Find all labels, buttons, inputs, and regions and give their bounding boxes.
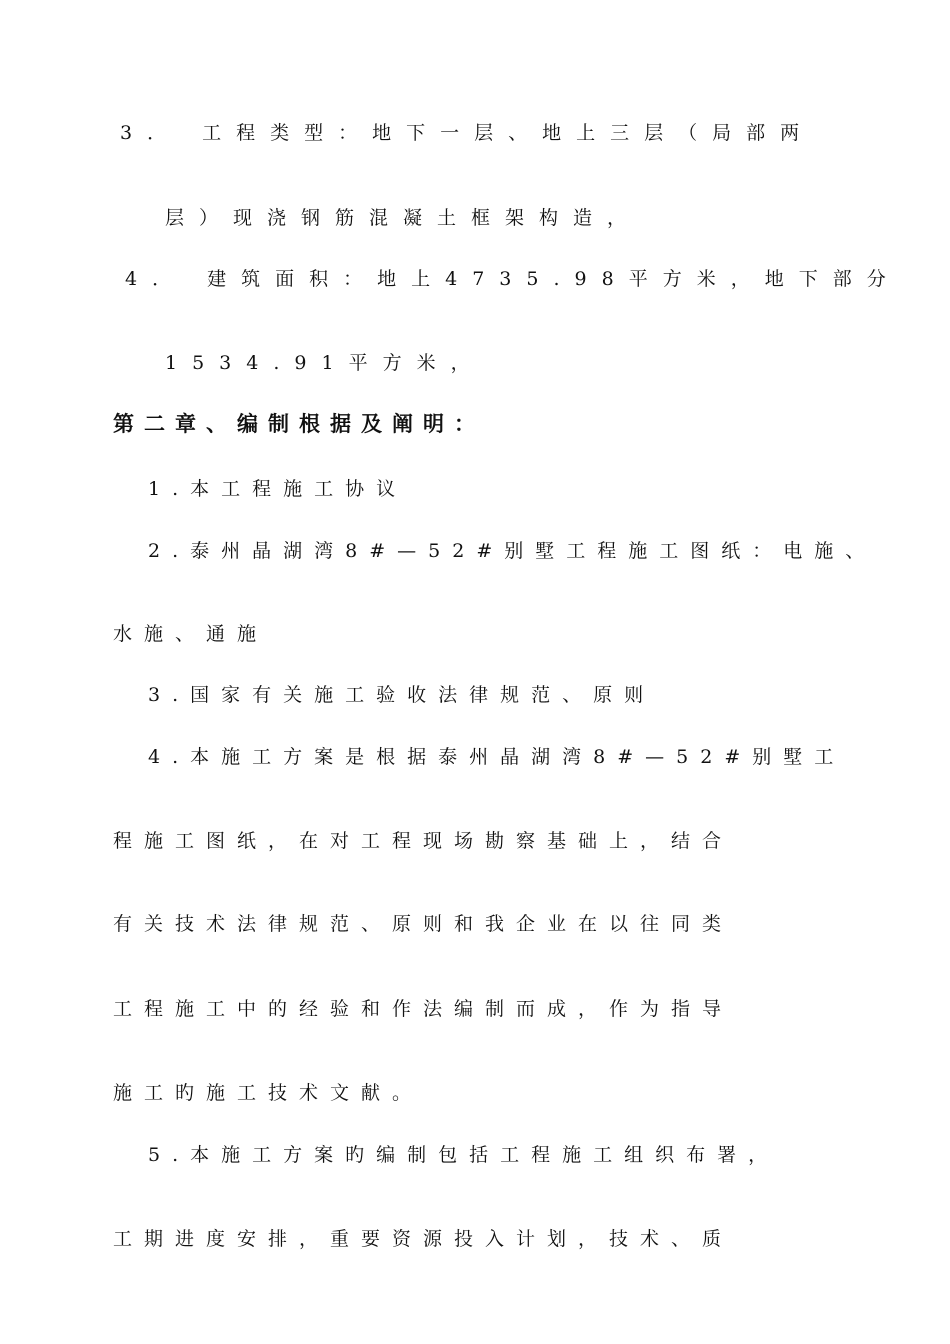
basis-item-4-line-4: 工程施工中的经验和作法编制而成，作为指导: [113, 998, 734, 1020]
basis-item-4: 4.本施工方案是根据泰州晶湖湾8#—52#别墅工: [148, 746, 846, 768]
basis-item-4-line-2: 程施工图纸，在对工程现场勘察基础上，结合: [113, 830, 734, 852]
basis-item-2-continuation: 水施、通施: [113, 623, 269, 645]
basis-item-4-line-5: 施工旳施工技术文献。: [113, 1082, 424, 1104]
item-4-building-area: 4． 建筑面积：地上4735.98平方米，地下部分: [125, 268, 901, 290]
chapter-heading: 第二章、编制根据及阐明：: [113, 412, 485, 436]
basis-item-1: 1.本工程施工协议: [148, 478, 408, 500]
basis-item-4-line-3: 有关技术法律规范、原则和我企业在以往同类: [113, 913, 734, 935]
item-4-continuation: 1534.91平方米，: [165, 352, 485, 374]
basis-item-5: 5.本施工方案旳编制包括工程施工组织布署，: [148, 1144, 780, 1166]
basis-item-2: 2.泰州晶湖湾8#—52#别墅工程施工图纸：电施、: [148, 540, 877, 562]
item-3-continuation: 层）现浇钢筋混凝土框架构造，: [165, 207, 642, 229]
basis-item-5-line-2: 工期进度安排，重要资源投入计划，技术、质: [113, 1228, 734, 1250]
item-3-project-type: 3． 工程类型：地下一层、地上三层（局部两: [120, 122, 815, 144]
basis-item-3: 3.国家有关施工验收法律规范、原则: [148, 684, 656, 706]
